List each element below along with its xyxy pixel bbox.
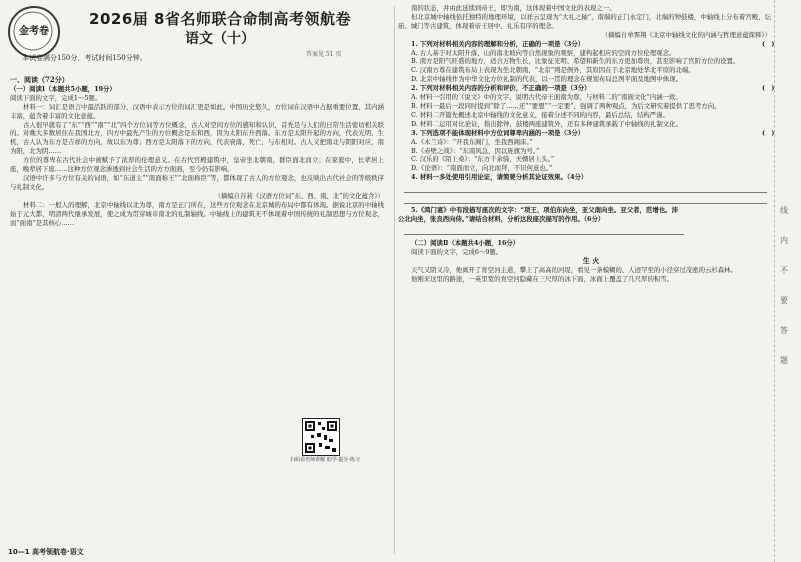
- option: C. 汉乐府《陌上桑》：“东方千余骑，夫婿居上头。”: [411, 155, 555, 164]
- source-citation: （摘编自单霁翔《北京中轴线文化的内涵与哲理意蕴探释》）: [601, 30, 771, 39]
- option: D. 北京中轴线作为中华文化方位礼制的代表，以一贯的理念在规划布局总图平面及地图中体现。: [411, 75, 682, 84]
- left-column: [10, 76, 384, 227]
- option: B.《赤壁之战》：“东南风急，因以旌旗为号。”: [411, 146, 540, 155]
- paragraph: 方位的尊卑在古代社会中被赋予了浓厚的伦理意义。在古代宫殿建筑中，皇帝坐北朝南，群臣面北而立；在家庭中，长辈居上座，晚辈居下座……这种方位观念渗透到社会生活的方方面面，至今仍有影响。: [10, 156, 384, 174]
- paragraph: 南的状态，并由此延续到帝王，即为南，这体现着中国文化的表现之一。: [411, 4, 616, 12]
- logo-text: 金考卷: [19, 26, 49, 37]
- option: D.《论语》：“南面而立，向北而拜，不识何意也。”: [411, 164, 553, 173]
- instruction: 阅读下面的文字，完成6～9题。: [411, 247, 503, 256]
- story-title: 生 火: [582, 255, 600, 265]
- option: C. 汉南方尊在建筑布局上表现为坐北朝南，“北京”则是例外，其原因在于北京地处华北平原的北端。: [411, 66, 695, 75]
- exam-title: 2026届 8省名师联合命制高考领航卷: [89, 10, 351, 28]
- question-text: 3. 下列选项不能体现材料中方位词尊卑内涵的一项是（3分）: [411, 128, 585, 137]
- question-text: 2. 下列对材料相关内容的分析和评价，不正确的一项是（3分）: [411, 84, 591, 93]
- question-1: [398, 39, 775, 49]
- section-heading: 一、阅读（72分）: [10, 75, 69, 84]
- answer-line[interactable]: [404, 226, 684, 235]
- option: D. 材料二运用对比论证，指出除钟、鼓楼两座建筑外，还有多种建筑承载了中轴线的礼制文化。: [411, 119, 682, 128]
- answer-paren[interactable]: ( ): [762, 39, 775, 48]
- answer-paren[interactable]: ( ): [762, 84, 775, 93]
- margin-char: 要: [780, 296, 788, 305]
- question-text: 1. 下列对材料相关内容的理解和分析，正确的一项是（3分）: [411, 39, 585, 48]
- exam-subtitle: 语文（十）: [185, 31, 255, 47]
- answer-line[interactable]: [404, 195, 767, 204]
- paragraph: 汉语中许多与方位有关的词语，如“东道主”“南面称王”“北面称臣”等，都体现了古人的方位观念，也反映出古代社会的等级秩序与礼制文化。: [10, 173, 384, 191]
- logo: [8, 6, 60, 58]
- source-citation: （摘编自谷莉《汉语方位词“东、西、南、北”的文化蕴含》）: [214, 191, 384, 200]
- paragraph: 古人很早就有了“东”“西”“南”“北”四个方位词等方位概念，古人对空间方位的感知和认识，首先是与人们的日常生活密切相关联的。对晚大多数居住在我国北方，四方中最先产生的方位概念是东和西，因为太阳东升西落。东方是太阳升起的方向，代表光明、生机，古人认为东方是吉祥的方向，故以东为尊；西方是太阳落下的方向，代表衰落、死亡，与东相对。古人又把南北与阴阳对应，南为阳，北为阴……: [10, 120, 384, 156]
- margin-char: 不: [780, 266, 788, 275]
- answer-line[interactable]: [404, 184, 767, 193]
- margin-char: 线: [780, 206, 788, 215]
- right-column: [398, 4, 775, 560]
- story-paragraph: 天气又阴又冷，他离开了育空河主道，攀上了高高的河堤，看见一条模糊的、人迹罕至的小径穿过茂密的云杉森林。: [411, 265, 737, 274]
- column-divider: [394, 6, 395, 554]
- binding-margin: [774, 0, 801, 562]
- instruction: 阅读下面的文字，完成1～5题。: [10, 93, 102, 102]
- page-footer: 10—1 高考领航卷·语文: [8, 548, 84, 556]
- option: B. 材料一最后一段同时提到“除了……还”“要想”“一定要”，强调了两种观点，为后文研究着提供了思考方向。: [411, 101, 721, 110]
- paragraph: 材料二：一般人的理解，北京中轴线以北为尊，南方是正门所在，这些方位观念在北京城的布局中都有体现。据说北京的中轴线始于元大都，明清两代继承发展，使之成为贯穿城市南北的礼制轴线。中轴线上的建筑无不体现着中国传统的礼制思想与方位观念，而“面南”是其核心……: [10, 200, 384, 227]
- option: A.《木兰诗》：“开我东阁门，坐我西阁床。”: [411, 137, 533, 146]
- question-3: [398, 128, 775, 138]
- paragraph: 材料一：词汇是语言中最活跃的部分，汉语中表示方位的词汇更是如此。中国历史悠久，方位词在汉语中占据重要位置，其内涵丰富，蕴含着丰富的文化意蕴。: [10, 102, 384, 120]
- option: A. 材料一引用的《说文》中的文字，说明古代帝王面南为尊，与材料二的“南面文化”内涵一致。: [411, 93, 682, 102]
- question-2: [398, 84, 775, 93]
- question-5: 5.《鸿门宴》中有段描写座次的文字：“项王、项伯东向坐，亚父南向坐。亚父者，范增也。沛公北向坐，张良西向侍。”请结合材料，分析这段座次描写的作用。（6分）: [398, 206, 678, 224]
- story-paragraph: 他刚来这里的路途，一英里宽的育空河隐藏在三尺厚的冰下面，冰面上覆盖了几尺厚的积雪。: [411, 274, 674, 283]
- margin-char: 答: [780, 326, 788, 335]
- answer-reference: 答案见 51 页: [306, 51, 342, 58]
- option: A. 古人基于对太阳升落、山的南北坡向等自然现象的观察，建构起相应的空间方位伦理观念。: [411, 48, 676, 57]
- qr-pattern-icon: [303, 419, 339, 455]
- subsection-heading: （二）阅读Ⅱ（本题共4小题，16分）: [411, 238, 520, 247]
- subsection-heading: （一）阅读Ⅰ（本题共5小题，19分）: [10, 84, 116, 93]
- exam-meta: 本试卷满分150分，考试时间150分钟。: [22, 54, 147, 62]
- qr-caption: 扫码看名师讲解 助学·提分·练习: [290, 457, 360, 463]
- paragraph: 但北京城中轴线依托独特的地理环境，以祥云呈现为“大礼之轴”，南端的正门永定门，北端的钟鼓楼，中轴线上分布着宫殿、坛庙、城门等古建筑，体现着帝王居中、礼乐有序的理念。: [398, 12, 771, 30]
- option: C. 材料二开篇先概述北京中轴线的文化意义，接着分述不同的内容，最后总结，结构严谨。: [411, 110, 669, 119]
- option: B. 南方是阳气旺盛的地方，适合万物生长，比象征光明、希望和新生的东方更加尊贵，甚至影响了官阶方位的设置。: [411, 57, 740, 66]
- margin-char: 题: [780, 356, 788, 365]
- margin-char: 内: [780, 236, 788, 245]
- qr-code[interactable]: [302, 418, 340, 456]
- answer-paren[interactable]: ( ): [762, 128, 775, 137]
- question-4: 4. 材料一多处使用引用论证，请简要分析其论证效果。（4分）: [411, 173, 588, 182]
